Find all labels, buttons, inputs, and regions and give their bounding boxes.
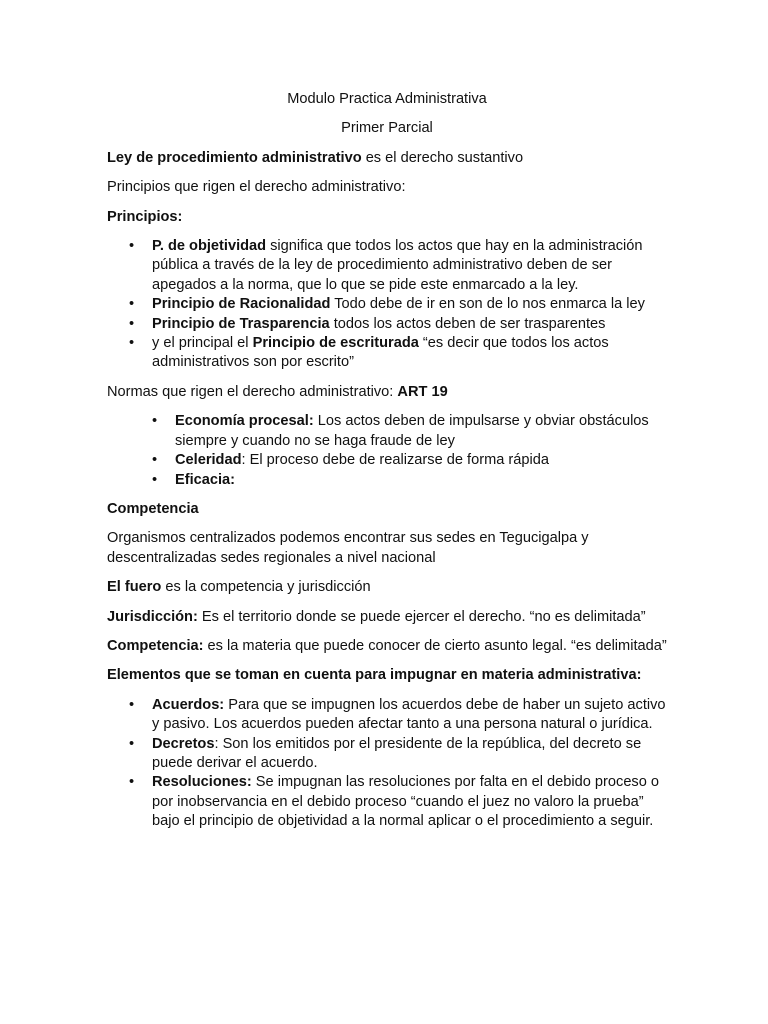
item-bold: Economía procesal: bbox=[175, 413, 314, 430]
item-text: : Son los emitidos por el presidente de la república, del decreto se puede derivar el acuerdo. bbox=[152, 735, 642, 771]
list-item bbox=[107, 696, 667, 735]
normas-art: ART 19 bbox=[397, 383, 448, 400]
fuero-bold: El fuero bbox=[107, 579, 162, 596]
list-item bbox=[107, 471, 667, 490]
competencia-heading bbox=[107, 500, 667, 519]
bullet-icon: • bbox=[129, 315, 135, 332]
item-bold: Principio de Trasparencia bbox=[152, 315, 330, 332]
organismos-paragraph: Organismos centralizados podemos encontrar sus sedes en Tegucigalpa y descentralizadas sedes regionales a nivel nacional bbox=[107, 530, 589, 566]
item-text: significa que todos los actos que hay en la administración pública a través de la ley de procedimiento administrativo deben de ser apegados a la norma, que lo que se pide este enmarcado a la ley. bbox=[152, 238, 643, 293]
item-text: : El proceso debe de realizarse de forma rápida bbox=[241, 452, 549, 469]
list-item bbox=[107, 773, 667, 831]
item-prefix: y el principal el bbox=[152, 335, 253, 352]
principios-heading-text: Principios: bbox=[107, 208, 183, 225]
ley-bold: Ley de procedimiento administrativo bbox=[107, 149, 362, 166]
ley-paragraph bbox=[107, 149, 667, 168]
fuero-paragraph bbox=[107, 578, 667, 597]
document-page bbox=[107, 90, 667, 832]
bullet-icon: • bbox=[152, 452, 158, 469]
fuero-text: es la competencia y jurisdicción bbox=[161, 579, 371, 596]
item-bold: Principio de Racionalidad bbox=[152, 296, 331, 313]
competencia-heading-text: Competencia bbox=[107, 500, 199, 517]
bullet-icon: • bbox=[129, 735, 135, 752]
normas-text: Normas que rigen el derecho administrativo: bbox=[107, 383, 398, 400]
bullet-icon: • bbox=[152, 471, 158, 488]
list-item bbox=[107, 735, 667, 774]
jurisdiccion-paragraph bbox=[107, 608, 667, 627]
principios-heading bbox=[107, 208, 667, 227]
normas-paragraph bbox=[107, 383, 667, 402]
ley-text: es el derecho sustantivo bbox=[361, 149, 524, 166]
jurisdiccion-text: Es el territorio donde se puede ejercer el derecho. “no es delimitada” bbox=[197, 608, 646, 625]
document-title: Modulo Practica Administrativa bbox=[287, 91, 487, 107]
bullet-icon: • bbox=[129, 238, 135, 255]
list-item bbox=[107, 451, 667, 470]
item-bold: Acuerdos: bbox=[152, 696, 225, 713]
list-item bbox=[107, 295, 667, 314]
elementos-heading bbox=[107, 666, 667, 685]
item-bold: Celeridad bbox=[175, 452, 242, 469]
bullet-icon: • bbox=[152, 413, 158, 430]
principios-intro: Principios que rigen el derecho administrativo: bbox=[107, 179, 406, 196]
item-text: todos los actos deben de ser trasparentes bbox=[329, 315, 606, 332]
jurisdiccion-bold: Jurisdicción: bbox=[107, 608, 198, 625]
item-bold: P. de objetividad bbox=[152, 238, 267, 255]
elementos-heading-text: Elementos que se toman en cuenta para impugnar en materia administrativa: bbox=[107, 667, 642, 684]
item-bold: Decretos bbox=[152, 735, 215, 752]
bullet-icon: • bbox=[129, 774, 135, 791]
principios-list bbox=[107, 237, 667, 373]
competencia-paragraph bbox=[107, 637, 667, 656]
bullet-icon: • bbox=[129, 296, 135, 313]
list-item bbox=[107, 237, 667, 295]
bullet-icon: • bbox=[129, 335, 135, 352]
list-item bbox=[107, 315, 667, 334]
item-bold: Resoluciones: bbox=[152, 774, 252, 791]
list-item bbox=[107, 334, 667, 373]
item-bold: Eficacia: bbox=[175, 471, 236, 488]
document-subtitle: Primer Parcial bbox=[341, 120, 433, 137]
competencia-text: es la materia que puede conocer de cierto asunto legal. “es delimitada” bbox=[203, 637, 667, 654]
item-text: Todo debe de ir en son de lo nos enmarca la ley bbox=[330, 296, 645, 313]
item-bold: Principio de escriturada bbox=[252, 335, 419, 352]
bullet-icon: • bbox=[129, 696, 135, 713]
normas-list bbox=[107, 412, 667, 490]
elementos-list bbox=[107, 696, 667, 832]
item-text: Para que se impugnen los acuerdos debe de haber un sujeto activo y pasivo. Los acuerdos pueden afectar tanto a una persona natural o jurídica. bbox=[152, 696, 666, 733]
list-item bbox=[107, 412, 667, 451]
item-text: “es decir que todos los actos administrativos son por escrito” bbox=[152, 335, 609, 371]
item-text: Se impugnan las resoluciones por falta en el debido proceso o por inobservancia en el debido proceso “cuando el juez no valoro la prueba” bajo el principio de objetividad a la normal aplicar o el procedimiento a seguir. bbox=[152, 774, 660, 830]
item-text: Los actos deben de impulsarse y obviar obstáculos siempre y cuando no se haga fraude de ley bbox=[175, 413, 649, 449]
competencia-bold: Competencia: bbox=[107, 637, 204, 654]
